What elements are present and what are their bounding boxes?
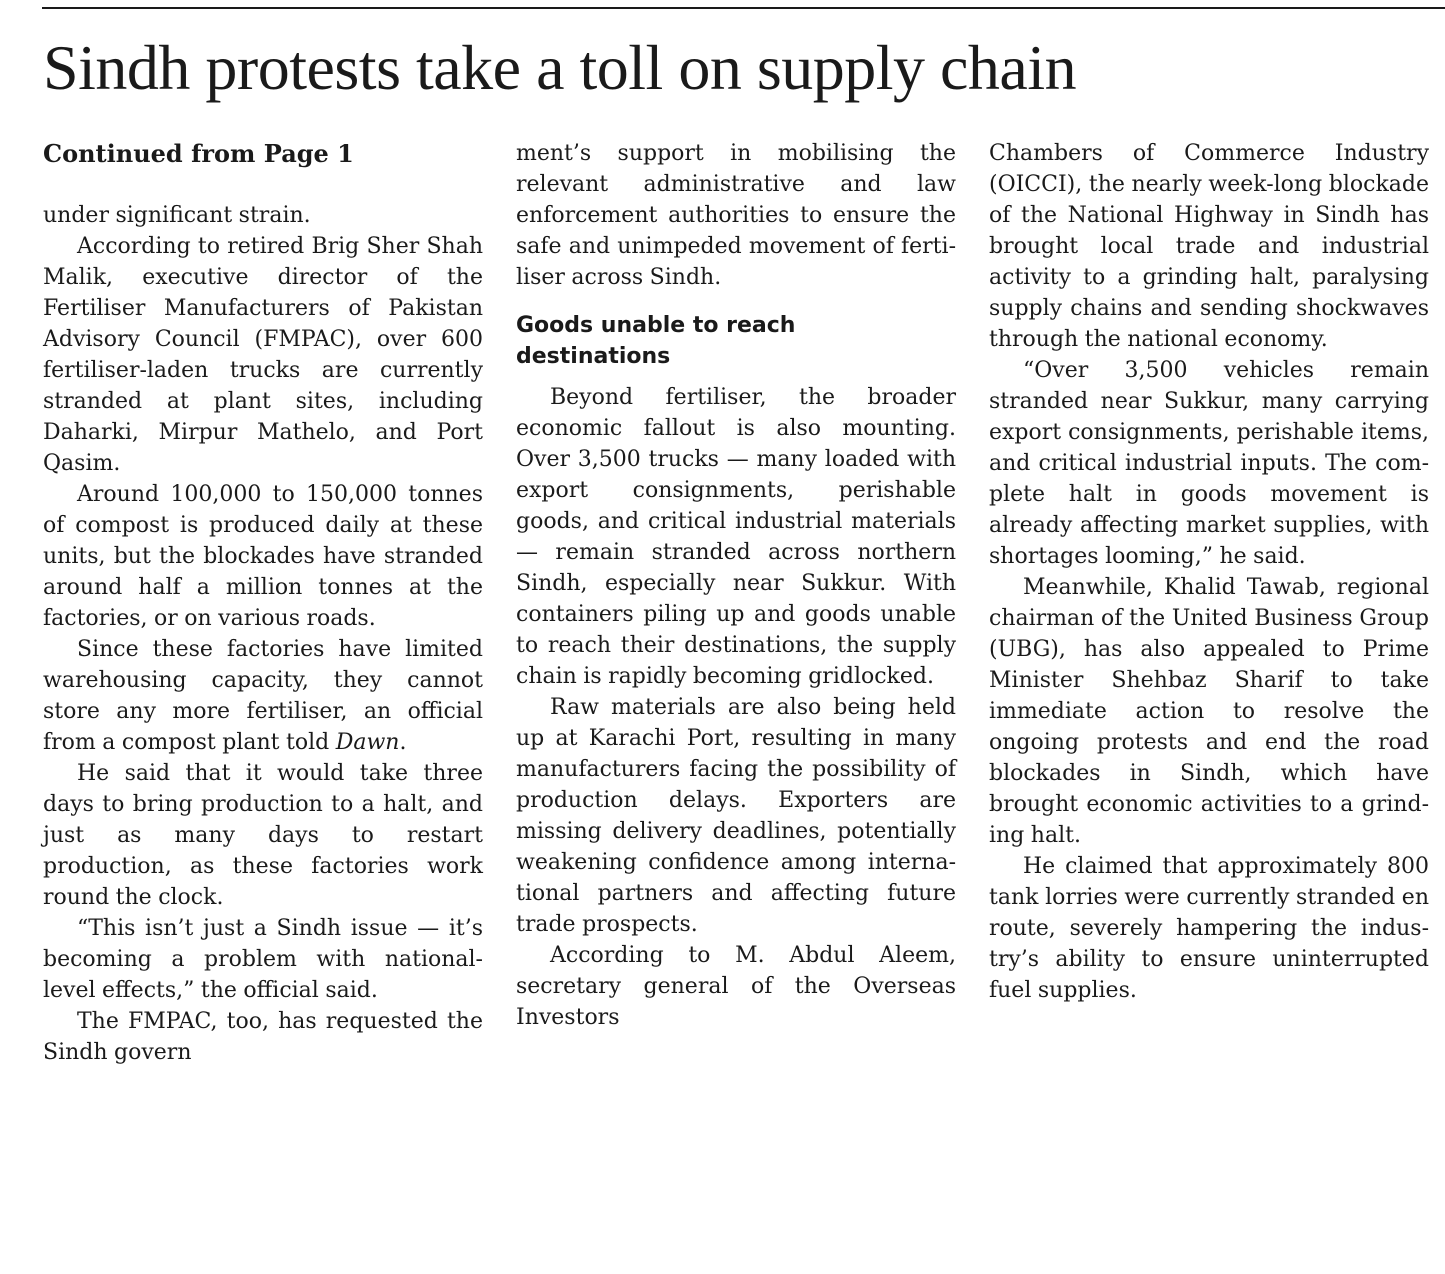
- paragraph-text: Since these factories have limited warehousing capacity, they cannot store any more fertiliser, an official from a compost plant told: [43, 637, 483, 755]
- article-column-3: [989, 138, 1429, 1006]
- article-column-1: [43, 138, 483, 1068]
- publication-name: Dawn: [335, 730, 400, 755]
- paragraph: Chambers of Commerce Industry (OICCI), the nearly week-long blockade of the National Highway in Sindh has brought local trade and industrial activity to a grinding halt, paralysing supply chains and sending shockwaves through the national economy.: [989, 141, 1429, 352]
- paragraph: According to M. Abdul Aleem, secretary general of the Overseas Investors: [516, 943, 956, 1030]
- subheading: Goods unable to reach destinations: [516, 313, 796, 369]
- headline: Sindh protests take a toll on supply chain: [43, 32, 1077, 103]
- paragraph: Beyond fertiliser, the broader economic fallout is also mounting. Over 3,500 trucks — many loaded with export consignments, perishable goods, and critical industrial materials — remain stranded across northern Sindh, especially near Sukkur. With containers piling up and goods unable to reach their destinations, the supply chain is rapidly becoming gridlocked.: [516, 385, 956, 689]
- paragraph-text: .: [399, 730, 407, 755]
- paragraph: Around 100,000 to 150,000 tonnes of compost is produced daily at these units, but the blockades have stranded around half a million tonnes at the factories, or on various roads.: [43, 482, 483, 631]
- paragraph: Meanwhile, Khalid Tawab, regional chairman of the United Business Group (UBG), has also appealed to Prime Minister Shehbaz Sharif to take immediate action to resolve the ongoing protests and end the road blockades in Sindh, which have brought economic activities to a grinding halt.: [989, 575, 1429, 848]
- paragraph: “This isn’t just a Sindh issue — it’s becoming a problem with national-level effects,” the official said.: [43, 916, 483, 1003]
- paragraph: “Over 3,500 vehicles remain stranded near Sukkur, many carrying export consignments, perishable items, and critical industrial inputs. The complete halt in goods movement is already affecting market supplies, with shortages looming,” he said.: [989, 358, 1429, 569]
- article-column-2: [516, 138, 956, 1033]
- paragraph: under significant strain.: [43, 203, 311, 228]
- continued-label: Continued from Page 1: [43, 139, 354, 168]
- paragraph: ment’s support in mobilising the relevant administrative and law enforcement authorities to ensure the safe and unimpeded movement of fertiliser across Sindh.: [516, 141, 956, 290]
- paragraph: He claimed that approximately 800 tank lorries were currently stranded en route, severely hampering the industry’s ability to ensure uninterrupted fuel supplies.: [989, 854, 1429, 1003]
- paragraph: He said that it would take three days to bring production to a halt, and just as many days to restart production, as these factories work round the clock.: [43, 761, 483, 910]
- paragraph: According to retired Brig Sher Shah Malik, executive director of the Fertiliser Manufacturers of Pakistan Advisory Council (FMPAC), over 600 fertiliser-laden trucks are currently stranded at plant sites, including Daharki, Mirpur Mathelo, and Port Qasim.: [43, 234, 483, 476]
- paragraph: Raw materials are also being held up at Karachi Port, resulting in many manufacturers facing the possibility of production delays. Exporters are missing delivery deadlines, potentially weakening confidence among international partners and affecting future trade prospects.: [516, 695, 956, 937]
- top-rule: [42, 7, 1445, 9]
- paragraph: [43, 634, 483, 758]
- paragraph: The FMPAC, too, has requested the Sindh govern: [43, 1009, 483, 1065]
